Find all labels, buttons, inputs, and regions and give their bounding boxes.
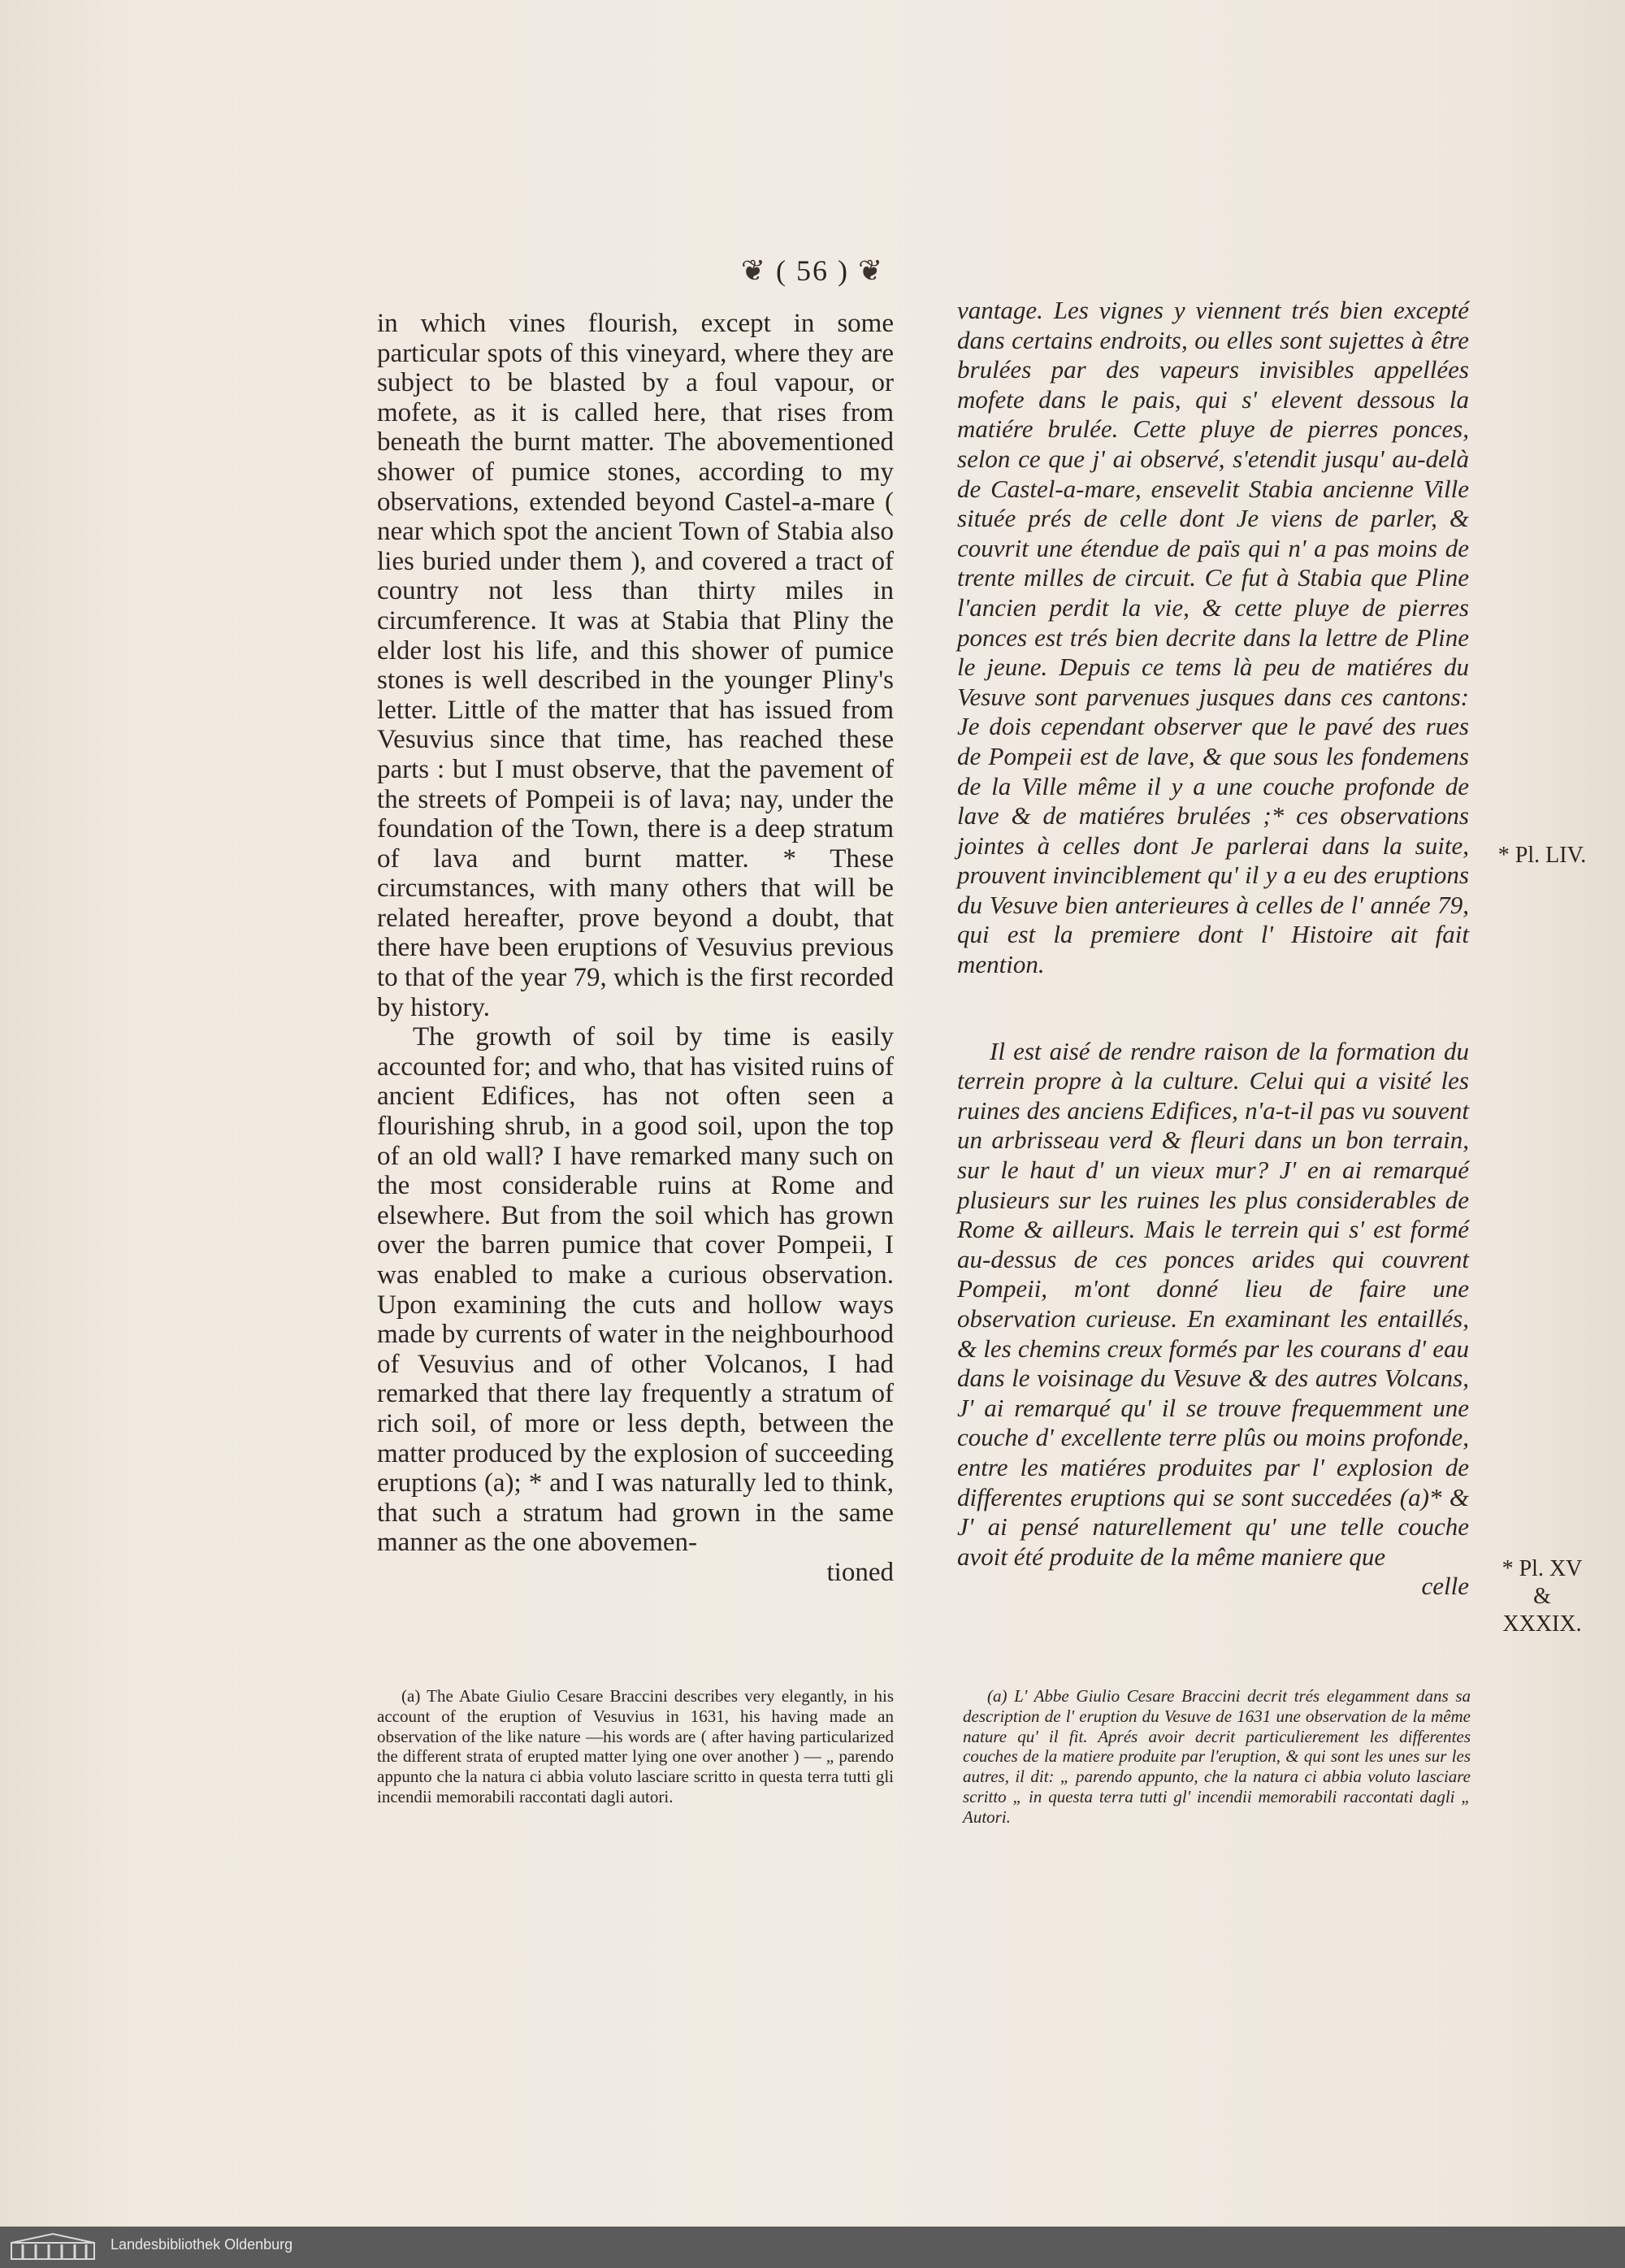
- library-building-icon: [8, 2231, 98, 2262]
- french-paragraph-2-end: celle: [1421, 1572, 1469, 1601]
- english-paragraph-2-end: tioned: [826, 1557, 894, 1587]
- english-footnote-text: (a) The Abate Giulio Cesare Braccini describes very elegantly, in his account of the eruption of Vesuvius in 1631, his having made an observation of the like nature —his words are ( after having particularized the different strata of erupted matter lying one over another ) — „ parendo appunto che la natura ci abbia voluto lasciare scritto in questa terra tutti gli incendii memorabili raccontati dagli autori.: [377, 1686, 894, 1806]
- french-footnote-text: (a) L' Abbe Giulio Cesare Braccini decrit trés elegamment dans sa description de l' eruption du Vesuve de 1631 une observation de la même nature qu' il fit. Aprés avoir decrit particulierement les differentes couches de la matiere produite par l'eruption, & qui sont les unes sur les autres, il dit: „ parendo appunto, che la natura ci abbia voluto lasciare scritto „ in questa terra tutti gl' incendii memorabili raccontati dagli „ Autori.: [963, 1686, 1471, 1827]
- margin-note-plate-xv-xxxix: * Pl. XV & XXXIX.: [1502, 1556, 1583, 1637]
- english-paragraph-1: in which vines flourish, except in some particular spots of this vineyard, where they are subject to be blasted by a foul vapour, or mofete, as it is called here, that rises from beneath the burnt matter. The abovementioned shower of pumice stones, according to my observations, extended beyond Castel-a-mare ( near which spot the ancient Town of Stabia also lies buried under them ), and covered a tract of country not less than thirty miles in circumference. It was at Stabia that Pliny the elder lost his life, and this shower of pumice stones is well described in the younger Pliny's letter. Little of the matter that has issued from Vesuvius since that time, has reached these parts : but I must observe, that the pavement of the streets of Pompeii is of lava; nay, under the foundation of the Town, there is a deep stratum of lava and burnt matter. * These circumstances, with many others that will be related hereafter, prove beyond a doubt, that there have been eruptions of Vesuvius previous to that of the year 79, which is the first recorded by history.: [377, 309, 894, 1022]
- page-header: [0, 254, 1625, 288]
- french-footnote: [963, 1686, 1471, 1828]
- library-name: Landesbibliothek Oldenburg: [110, 2236, 293, 2253]
- library-footer-bar: [0, 2227, 1625, 2268]
- french-paragraph-1: vantage. Les vignes y viennent trés bien excepté dans certains endroits, ou elles sont sujettes à être brulées par des vapeurs invisibles appellées mofete dans le pais, qui s' elevent dessous la matiére brulée. Cette pluye de pierres ponces, selon ce que j' ai observé, s'etendit jusqu' au-delà de Castel-a-mare, ensevelit Stabia ancienne Ville située prés de celle dont Je viens de parler, & couvrit une étendue de païs qui n' a pas moins de trente milles de circuit. Ce fut à Stabia que Pline l'ancien perdit la vie, & cette pluye de pierres ponces est trés bien decrite dans la lettre de Pline le jeune. Depuis ce tems là peu de matiéres du Vesuve sont parvenues jusques dans ces cantons: Je dois cependant observer que le pavé des rues de Pompeii est de lave, & que sous les fondemens de la Ville même il y a une couche profonde de lave & de matiéres brulées ;* ces observations jointes à celles dont Je parlerai dans la suite, prouvent invinciblement qu' il y a eu des eruptions du Vesuve bien anterieures à celles de l' année 79, qui est la premiere dont l' Histoire ait fait mention.: [957, 296, 1469, 979]
- english-paragraph-2: The growth of soil by time is easily accounted for; and who, that has visited ruins of ancient Edifices, has not often seen a flourishing shrub, in a good soil, upon the top of an old wall? I have remarked many such on the most considerable ruins at Rome and elsewhere. But from the soil which has grown over the barren pumice that cover Pompeii, I was enabled to make a curious observation. Upon examining the cuts and hollow ways made by currents of water in the neighbourhood of Vesuvius and of other Volcanos, I had remarked that there lay frequently a stratum of rich soil, of more or less depth, between the matter produced by the explosion of succeeding eruptions (a); * and I was naturally led to think, that such a stratum had grown in the same manner as the one abovemen-: [377, 1022, 894, 1558]
- french-column: [957, 296, 1469, 1602]
- french-paragraph-2: Il est aisé de rendre raison de la formation du terrein propre à la culture. Celui qui a visité les ruines des anciens Edifices, n'a-t-il pas vu souvent un arbrisseau verd & fleuri dans un bon terrain, sur le haut d' un vieux mur? J' en ai remarqué plusieurs sur les ruines les plus considerables de Rome & ailleurs. Mais le terrein qui s' est formé au-dessus de ces ponces arides qui couvrent Pompeii, m'ont donné lieu de faire une observation curieuse. En examinant les entaillés, & les chemins creux formés par les courans d' eau dans le voisinage du Vesuve & des autres Volcans, J' ai remarqué qu' il se trouve frequemment une couche d' excellente terre plûs ou moins profonde, entre les matiéres produites par l' explosion de differentes eruptions qui se sont succedées (a)* & J' ai pensé naturellement qu' une telle couche avoit été produite de la même maniere que: [957, 1036, 1469, 1571]
- english-column: [377, 309, 894, 1588]
- ornament-right-icon: ❦: [857, 254, 885, 287]
- page-number: ( 56 ): [776, 254, 849, 287]
- margin-note-plate-liv: * Pl. LIV.: [1497, 843, 1587, 868]
- ornament-left-icon: ❦: [740, 254, 767, 287]
- english-footnote: [377, 1686, 894, 1807]
